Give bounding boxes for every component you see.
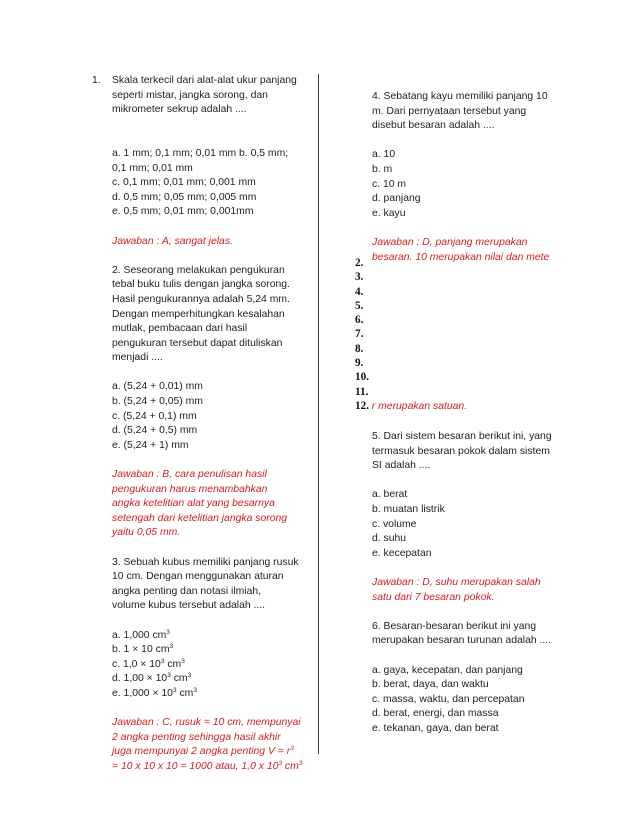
option: c. 0,1 mm; 0,01 mm; 0,001 mm — [112, 177, 256, 189]
option: d. suhu — [372, 533, 407, 545]
question-text: termasuk besaran pokok dalam sistem — [372, 445, 550, 457]
list-number: 2. — [355, 257, 364, 269]
option: b. (5,24 + 0,05) mm — [112, 396, 203, 408]
question-text: merupakan besaran turunan adalah .... — [372, 635, 552, 647]
option: a. 1,000 $cm^3$ — [112, 628, 170, 641]
option: d. $1,00 \times 10^3$ $cm^3$ — [112, 672, 192, 685]
option: b. berat, daya, dan waktu — [372, 679, 489, 691]
left-column — [112, 74, 312, 775]
question-text: SI adalah .... — [372, 460, 431, 472]
answer-text: juga mempunyai 2 angka penting $V = r^3$ — [112, 745, 294, 758]
option: e. (5,24 + 1) mm — [112, 439, 189, 451]
option: c. 10 m — [372, 178, 407, 190]
option: d. 0,5 mm; 0,05 mm; 0,005 mm — [112, 191, 257, 203]
option: e. 0,5 mm; 0,01 mm; 0,001mm — [112, 206, 254, 218]
option: e. kecepatan — [372, 547, 432, 559]
list-number: 12. r merupakan satuan. — [355, 399, 468, 412]
right-column-top — [372, 90, 592, 265]
list-number: 6. — [355, 314, 364, 327]
option: c. (5,24 + 0,1) mm — [112, 410, 197, 422]
question-1 — [112, 74, 312, 249]
answer-text: Jawaban : B, cara penulisan hasil — [112, 469, 267, 481]
option: e. $1,000 \times 10^3$ $cm^3$ — [112, 686, 197, 699]
list-number: 9. — [355, 357, 364, 370]
answer-text: Jawaban : D, suhu merupakan salah — [372, 576, 541, 588]
question-text: tebal buku tulis dengan jangka sorong. — [112, 279, 290, 291]
right-column-bottom — [372, 430, 592, 736]
answer-text: besaran. 10 merupakan nilai dan mete — [372, 251, 550, 263]
question-text: Hasil pengukurannya adalah 5,24 mm. — [112, 293, 290, 305]
answer-text-continued: r merupakan satuan. — [371, 400, 468, 412]
option: e. tekanan, gaya, dan berat — [372, 722, 499, 734]
option: c. massa, waktu, dan percepatan — [372, 693, 525, 705]
answer-text: Jawaban : D, panjang merupakan — [372, 236, 528, 248]
question-text: Skala terkecil dari alat-alat ukur panjang — [112, 75, 297, 86]
question-text: 2. Seseorang melakukan pengukuran — [112, 264, 285, 276]
option: c. volume — [372, 518, 417, 530]
question-text: volume kubus tersebut adalah .... — [112, 600, 266, 612]
answer-text: angka ketelitian alat yang besarnya — [112, 498, 275, 510]
question-text: m. Dari pernyataan tersebut yang — [372, 105, 527, 117]
answer-text: 2 angka penting sehingga hasil akhir — [112, 731, 281, 743]
numbered-list — [355, 256, 467, 414]
option: e. kayu — [372, 207, 406, 219]
answer-text: pengukuran harus menambahkan — [112, 483, 268, 495]
question-text: seperti mistar, jangka sorong, dan — [112, 89, 268, 101]
list-number: 3. — [355, 271, 364, 284]
column-divider — [318, 74, 319, 754]
answer-text: satu dari 7 besaran pokok. — [372, 591, 495, 603]
question-2 — [112, 264, 312, 541]
answer-text: = 10 x 10 x 10 = 1000 atau, 1,0 x $10^3$ $cm^3$ — [112, 759, 303, 772]
question-text: angka penting dan notasi ilmiah, — [112, 585, 262, 597]
question-text: menjadi .... — [112, 352, 163, 364]
option: a. 1 mm; 0,1 mm; 0,01 mm b. 0,5 mm; — [112, 147, 289, 159]
list-number: 11. — [355, 385, 369, 398]
question-text: 4. Sebatang kayu memiliki panjang 10 — [372, 91, 548, 102]
answer-text: Jawaban : A, sangat jelas. — [112, 235, 233, 247]
question-text: mikrometer sekrup adalah .... — [112, 104, 247, 116]
option: c. $1,0 \times 10^3$ $cm^3$ — [112, 657, 185, 670]
question-text: 10 cm. Dengan menggunakan aturan — [112, 571, 284, 583]
question-text: pengukuran tersebut dapat dituliskan — [112, 337, 283, 349]
list-number: 8. — [355, 342, 364, 355]
question-number-1: 1. — [92, 75, 101, 86]
option: a. berat — [372, 489, 408, 501]
question-text: disebut besaran adalah .... — [372, 120, 495, 132]
list-number: 4. — [355, 285, 364, 298]
option: b. muatan listrik — [372, 503, 445, 515]
question-text: Dengan memperhitungkan kesalahan — [112, 308, 285, 320]
question-text: 3. Sebuah kubus memiliki panjang rusuk — [112, 556, 299, 568]
option: a. gaya, kecepatan, dan panjang — [372, 664, 523, 676]
question-4 — [372, 90, 592, 265]
option: b. 1 × 10 $cm^3$ — [112, 643, 174, 656]
option: d. berat, energi, dan massa — [372, 708, 499, 720]
answer-text: Jawaban : C, rusuk = 10 cm, mempunyai — [112, 717, 301, 729]
option: a. (5,24 + 0,01) mm — [112, 381, 203, 393]
question-3 — [112, 556, 312, 775]
question-text: 6. Besaran-besaran berikut ini yang — [372, 620, 537, 632]
answer-text: setengah dari ketelitian jangka sorong — [112, 512, 288, 524]
option: 0,1 mm; 0,01 mm — [112, 162, 193, 174]
question-6 — [372, 620, 592, 737]
option: d. (5,24 + 0,5) mm — [112, 425, 198, 437]
option: b. m — [372, 163, 393, 175]
answer-text: yaitu 0,05 mm. — [112, 527, 181, 539]
option: d. panjang — [372, 193, 421, 205]
option: a. 10 — [372, 149, 396, 161]
question-5 — [372, 430, 592, 605]
list-number: 10. — [355, 371, 369, 384]
list-number: 5. — [355, 299, 364, 312]
question-text: mutlak, pembacaan dari hasil — [112, 323, 248, 335]
list-number: 7. — [355, 328, 364, 341]
question-text: 5. Dari sistem besaran berikut ini, yang — [372, 431, 552, 442]
